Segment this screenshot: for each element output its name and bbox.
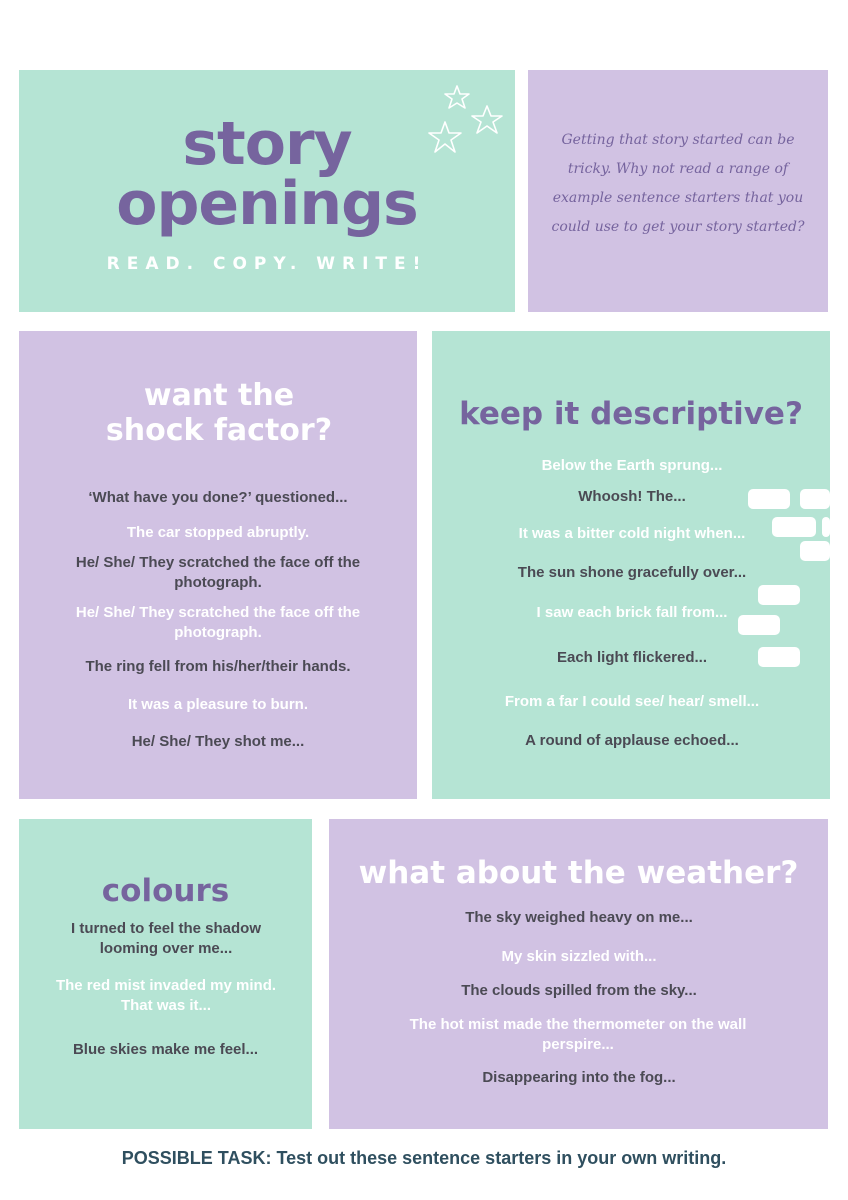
intro-text: Getting that story started can be tricky. Why not read a range of example sentence starters that you could use to get your story started?	[551, 132, 805, 235]
descriptive-line: I saw each brick fall from...	[536, 604, 728, 621]
descriptive-panel	[432, 331, 830, 799]
weather-heading: what about the weather?	[358, 855, 799, 891]
colours-line: The red mist invaded my mind. That was it...	[55, 977, 277, 1014]
descriptive-heading: keep it descriptive?	[459, 396, 803, 432]
shock-line: He/ She/ They shot me...	[131, 733, 305, 750]
colours-heading: colours	[101, 873, 230, 909]
weather-line: The clouds spilled from the sky...	[461, 982, 697, 999]
shock-line: He/ She/ They scratched the face off the photograph.	[75, 604, 361, 641]
shock-panel	[19, 331, 417, 799]
page-title-line1: story	[182, 109, 352, 179]
weather-line: Disappearing into the fog...	[482, 1069, 676, 1086]
descriptive-line: A round of applause echoed...	[525, 732, 739, 749]
shock-line: ‘What have you done?’ questioned...	[88, 489, 348, 506]
shock-heading: want the shock factor?	[105, 378, 333, 448]
descriptive-line: The sun shone gracefully over...	[517, 564, 747, 581]
page-title-line2: openings	[116, 169, 418, 239]
shock-line: The car stopped abruptly.	[126, 524, 310, 541]
brick	[758, 585, 800, 605]
intro-panel	[528, 70, 828, 312]
shock-line: The ring fell from his/her/their hands.	[85, 658, 351, 675]
hero-panel	[19, 70, 515, 312]
brick	[758, 647, 800, 667]
descriptive-line: From a far I could see/ hear/ smell...	[504, 693, 760, 710]
brick	[822, 517, 830, 537]
page-subtitle: READ. COPY. WRITE!	[106, 254, 428, 274]
shock-line: It was a pleasure to burn.	[127, 696, 309, 713]
weather-panel	[329, 819, 828, 1129]
shock-line: He/ She/ They scratched the face off the photograph.	[75, 554, 361, 591]
brick	[738, 615, 780, 635]
descriptive-line: Whoosh! The...	[578, 488, 686, 505]
weather-line: The hot mist made the thermometer on the wall perspire...	[409, 1016, 747, 1053]
colours-line: Blue skies make me feel...	[72, 1041, 259, 1058]
weather-line: My skin sizzled with...	[501, 948, 657, 965]
possible-task: POSSIBLE TASK: Test out these sentence starters in your own writing.	[121, 1148, 727, 1168]
colours-line: I turned to feel the shadow looming over me...	[70, 920, 261, 957]
brick	[800, 541, 830, 561]
brick	[800, 489, 830, 509]
descriptive-line: Each light flickered...	[556, 649, 708, 666]
colours-panel	[19, 819, 312, 1129]
descriptive-line: Below the Earth sprung...	[541, 457, 723, 474]
brick	[748, 489, 790, 509]
brick	[772, 517, 816, 537]
descriptive-line: It was a bitter cold night when...	[518, 525, 746, 542]
stars-icon	[421, 82, 511, 156]
weather-line: The sky weighed heavy on me...	[465, 909, 693, 926]
